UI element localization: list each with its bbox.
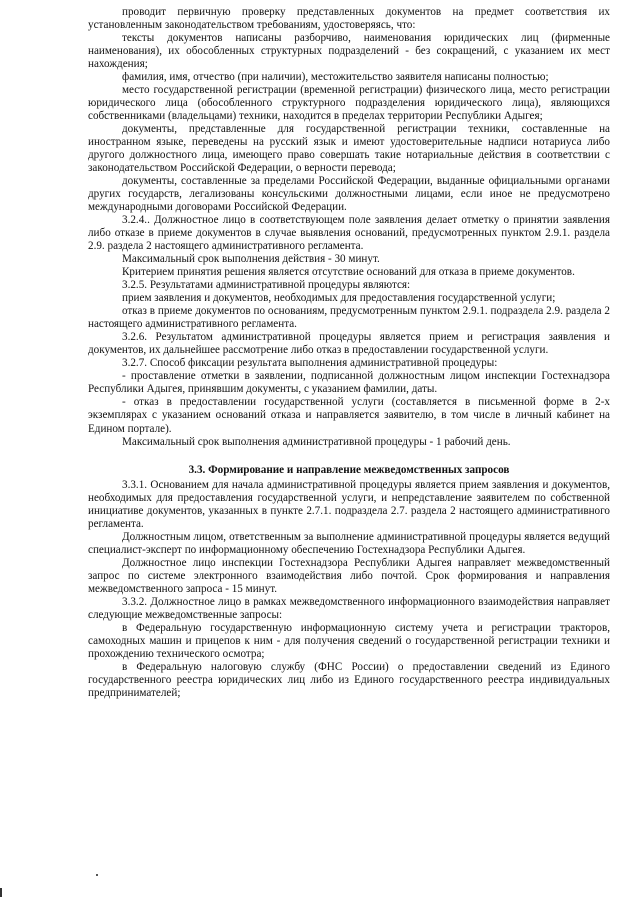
paragraph: - отказ в предоставлении государственной услуги (составляется в письменной форме в 2-х экземплярах с указанием оснований отказа и направляется заявителю, в том числе в личный кабинет на Едином портале).: [88, 396, 610, 435]
scan-speck: [96, 874, 98, 876]
paragraph: фамилия, имя, отчество (при наличии), местожительство заявителя написаны полностью;: [122, 71, 549, 84]
paragraph: 3.2.6. Результатом административной процедуры является прием и регистрация заявления и документов, их дальнейшее рассмотрение либо отказ в предоставлении государственной услуги.: [88, 331, 610, 357]
paragraph: Должностным лицом, ответственным за выполнение административной процедуры является ведущий специалист-эксперт по информационному обеспечению Гостехнадзора Республики Адыгея.: [88, 530, 610, 556]
paragraph: проводит первичную проверку представленных документов на предмет соответствия их установленным законодательством требованиям, удостоверяясь, что:: [88, 6, 610, 32]
paragraph: Максимальный срок выполнения административной процедуры - 1 рабочий день.: [122, 435, 511, 448]
paragraph: в Федеральную налоговую службу (ФНС России) о предоставлении сведений из Единого государственного реестра юридических лиц либо из Единого государственного реестра индивидуальных предпринимателей;: [88, 660, 610, 699]
paragraph: место государственной регистрации (временной регистрации) физического лица, место регистрации юридического лица (обособленного структурного подразделения юридического лица), являющихся собственниками (владельцами) техники, находится в пределах территории Республики Адыгея;: [88, 84, 610, 123]
paragraph: документы, представленные для государственной регистрации техники, составленные на иностранном языке, переведены на русский язык и имеют удостоверительные надписи нотариуса либо другого должностного лица, имеющего право совершать такие нотариальные действия в соответствии с законодательством Российской Федерации, о верности перевода;: [88, 123, 610, 175]
paragraph: Максимальный срок выполнения действия - 30 минут.: [122, 253, 380, 266]
paragraph: тексты документов написаны разборчиво, наименования юридических лиц (фирменные наименования), их обособленных структурных подразделений - без сокращений, с указанием их мест нахождения;: [88, 32, 610, 71]
document-page: [88, 6, 610, 700]
paragraph: 3.2.7. Способ фиксации результата выполнения административной процедуры:: [122, 357, 498, 370]
paragraph: прием заявления и документов, необходимых для предоставления государственной услуги;: [122, 292, 556, 305]
paragraph: Должностное лицо инспекции Гостехнадзора Республики Адыгея направляет межведомственный запрос по системе электронного взаимодействия либо почтой. Срок формирования и направления межведомственного запроса - 15 минут.: [88, 556, 610, 595]
paragraph: 3.3.1. Основанием для начала административной процедуры является прием заявления и документов, необходимых для предоставления государственной услуги, и непредставление заявителем по собственной инициативе документов, указанных в пункте 2.7.1. подраздела 2.7. раздела 2 настоящего административного регламента.: [88, 478, 610, 530]
paragraph: Критерием принятия решения является отсутствие оснований для отказа в приеме документов.: [122, 266, 575, 279]
paragraph: 3.2.4.. Должностное лицо в соответствующем поле заявления делает отметку о принятии заявления либо отказе в приеме документов в случае выявления оснований, предусмотренных пунктом 2.9.1. раздела 2.9. раздела 2 настоящего административного регламента.: [88, 214, 610, 253]
paragraph: в Федеральную государственную информационную систему учета и регистрации тракторов, самоходных машин и прицепов к ним - для получения сведений о государственной регистрации техники и прохождению технического осмотра;: [88, 621, 610, 660]
paragraph: отказ в приеме документов по основаниям, предусмотренным пунктом 2.9.1. подраздела 2.9. раздела 2 настоящего административного регламента.: [88, 305, 610, 331]
paragraph: 3.3.2. Должностное лицо в рамках межведомственного информационного взаимодействия направляет следующие межведомственные запросы:: [88, 595, 610, 621]
paragraph: - проставление отметки в заявлении, подписанной должностным лицом инспекции Гостехнадзора Республики Адыгея, принявшим документы, с указанием фамилии, даты.: [88, 370, 610, 396]
paragraph: 3.2.5. Результатами административной процедуры являются:: [122, 279, 411, 292]
section-heading: 3.3. Формирование и направление межведомственных запросов: [188, 463, 510, 476]
paragraph: документы, составленные за пределами Российской Федерации, выданные официальными органами других государств, легализованы консульскими должностными лицами, если иное не предусмотрено международными договорами Российской Федерации.: [88, 175, 610, 214]
scan-edge-mark: [0, 888, 2, 897]
